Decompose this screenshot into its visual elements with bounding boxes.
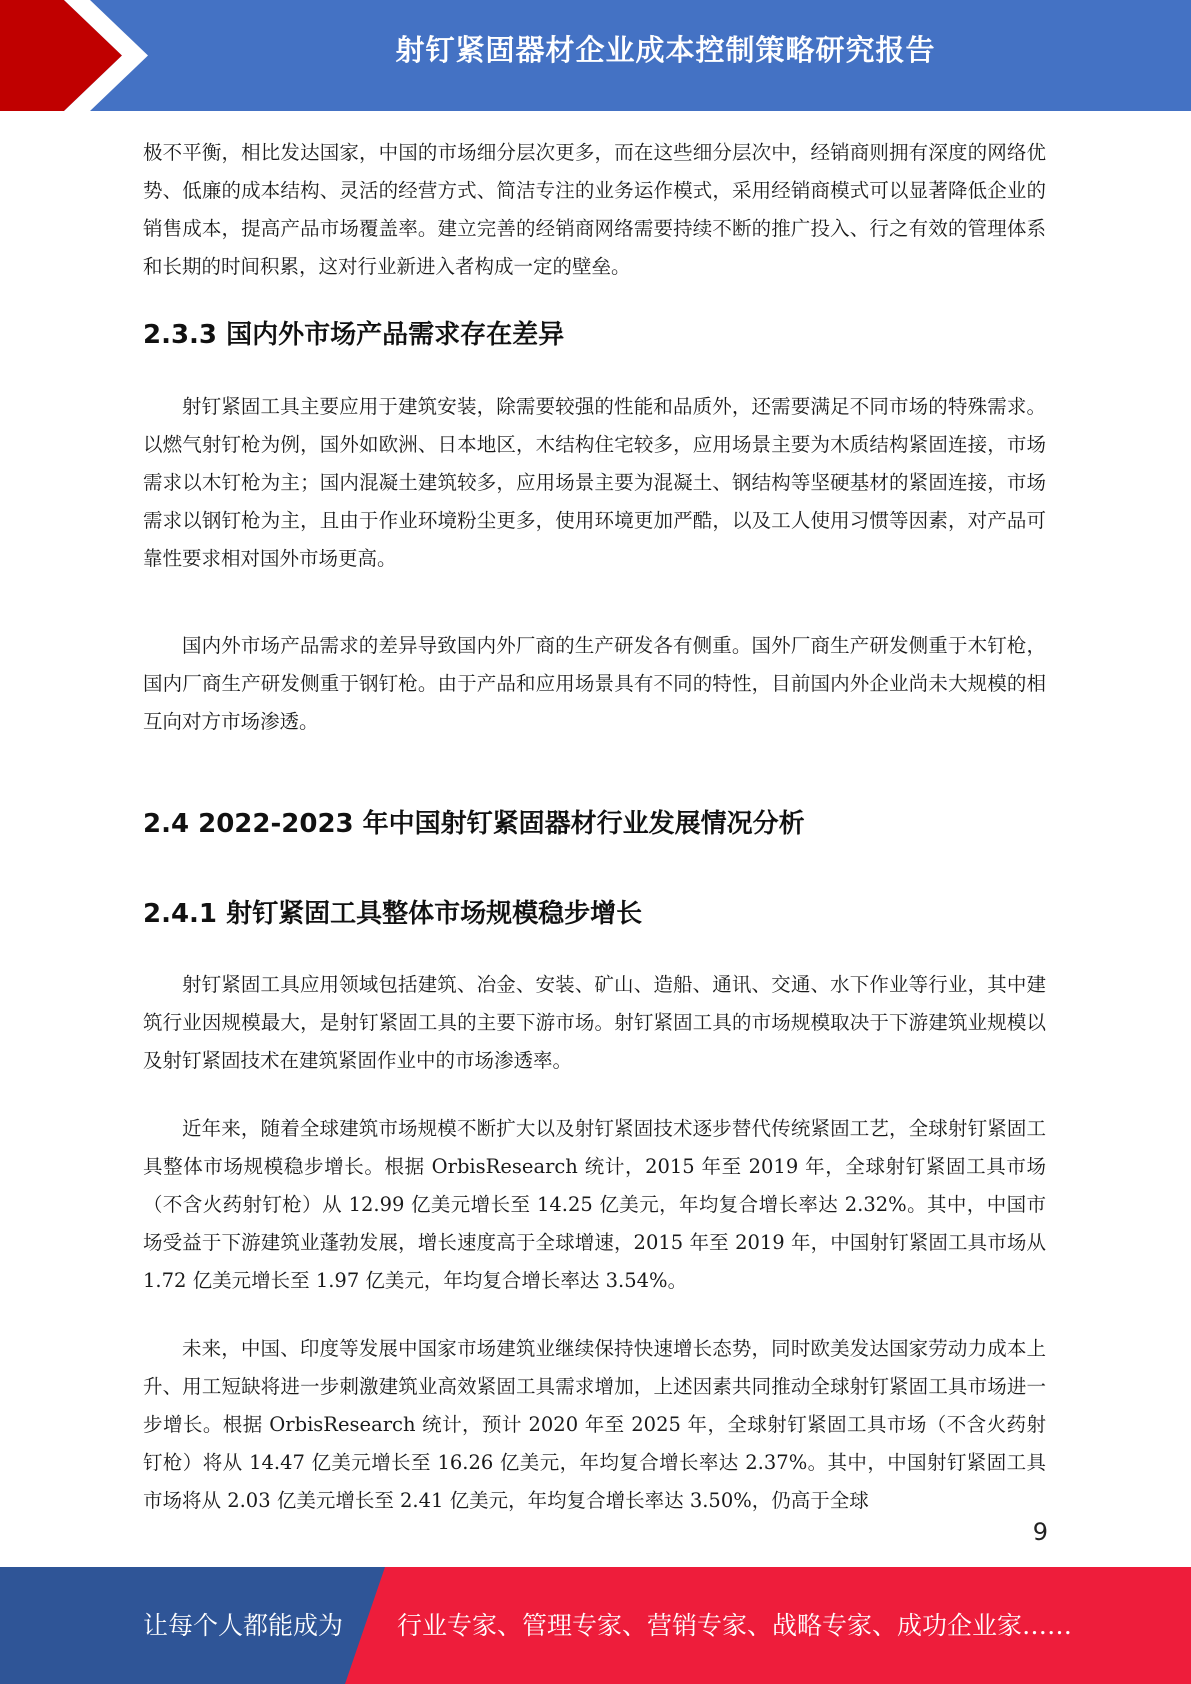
page-header [0, 0, 1191, 111]
section-heading-2-4: 2.4 2022-2023 年中国射钉紧固器材行业发展情况分析 [143, 809, 805, 839]
paragraph-block [143, 1110, 1046, 1300]
body-paragraph: 射钉紧固工具主要应用于建筑安装，除需要较强的性能和品质外，还需要满足不同市场的特殊需求。以燃气射钉枪为例，国外如欧洲、日本地区，木结构住宅较多，应用场景主要为木质结构紧固连接，市场需求以木钉枪为主；国内混凝土建筑较多，应用场景主要为混凝土、钢结构等坚硬基材的紧固连接，市场需求以钢钉枪为主，且由于作业环境粉尘更多，使用环境更加严酷，以及工人使用习惯等因素，对产品可靠性要求相对国外市场更高。 [143, 395, 1046, 570]
page-footer [0, 1567, 1191, 1684]
body-paragraph: 未来，中国、印度等发展中国家市场建筑业继续保持快速增长态势，同时欧美发达国家劳动力成本上升、用工短缺将进一步刺激建筑业高效紧固工具需求增加，上述因素共同推动全球射钉紧固工具市场进一步增长。根据 OrbisResearch 统计，预计 2020 年至 2025 年，全球射钉紧固工具市场（不含火药射钉枪）将从 14.47 亿美元增长至 16.26 亿美元，年均复合增长率达 2.37%。其中，中国射钉紧固工具市场将从 2.03 亿美元增长至 2.41 亿美元，年均复合增长率达 3.50%，仍高于全球 [143, 1337, 1046, 1512]
footer-slogan-right: 行业专家、管理专家、营销专家、战略专家、成功企业家…… [397, 1611, 1073, 1640]
body-paragraph: 射钉紧固工具应用领域包括建筑、冶金、安装、矿山、造船、通讯、交通、水下作业等行业，其中建筑行业因规模最大，是射钉紧固工具的主要下游市场。射钉紧固工具的市场规模取决于下游建筑业规模以及射钉紧固技术在建筑紧固作业中的市场渗透率。 [143, 973, 1046, 1072]
body-paragraph: 国内外市场产品需求的差异导致国内外厂商的生产研发各有侧重。国外厂商生产研发侧重于木钉枪，国内厂商生产研发侧重于钢钉枪。由于产品和应用场景具有不同的特性，目前国内外企业尚未大规模的相互向对方市场渗透。 [143, 634, 1046, 733]
footer-slogan-left: 让每个人都能成为 [143, 1611, 344, 1640]
page-number: 9 [1032, 1518, 1048, 1546]
paragraph-block [143, 966, 1046, 1080]
paragraph-block [143, 1330, 1046, 1520]
body-paragraph: 近年来，随着全球建筑市场规模不断扩大以及射钉紧固技术逐步替代传统紧固工艺，全球射钉紧固工具整体市场规模稳步增长。根据 OrbisResearch 统计，2015 年至 2019 年，全球射钉紧固工具市场（不含火药射钉枪）从 12.99 亿美元增长至 14.25 亿美元，年均复合增长率达 2.32%。其中，中国市场受益于下游建筑业蓬勃发展，增长速度高于全球增速，2015 年至 2019 年，中国射钉紧固工具市场从 1.72 亿美元增长至 1.97 亿美元，年均复合增长率达 3.54%。 [143, 1117, 1046, 1292]
paragraph-block [143, 388, 1046, 578]
header-red-arrow [0, 0, 160, 111]
report-title: 射钉紧固器材企业成本控制策略研究报告 [395, 33, 936, 67]
section-heading-2-3-3: 2.3.3 国内外市场产品需求存在差异 [143, 320, 565, 350]
section-heading-2-4-1: 2.4.1 射钉紧固工具整体市场规模稳步增长 [143, 899, 643, 929]
paragraph-block [143, 134, 1046, 286]
paragraph-block [143, 627, 1046, 741]
body-paragraph: 极不平衡，相比发达国家，中国的市场细分层次更多，而在这些细分层次中，经销商则拥有深度的网络优势、低廉的成本结构、灵活的经营方式、简洁专注的业务运作模式，采用经销商模式可以显著降低企业的销售成本，提高产品市场覆盖率。建立完善的经销商网络需要持续不断的推广投入、行之有效的管理体系和长期的时间积累，这对行业新进入者构成一定的壁垒。 [143, 141, 1046, 278]
